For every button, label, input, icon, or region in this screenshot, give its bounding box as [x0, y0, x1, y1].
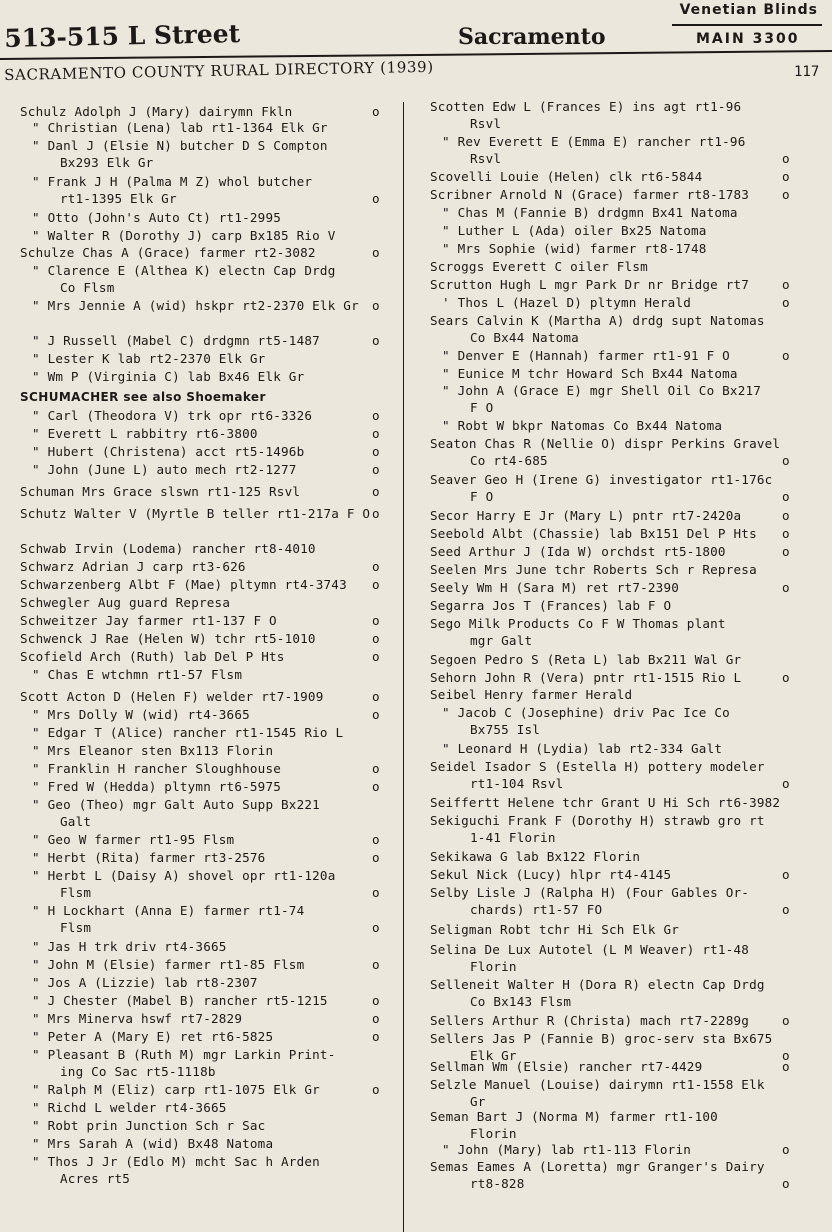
right_column-entry	[430, 597, 830, 615]
left_column-entry	[20, 1046, 402, 1082]
left_column-entry	[20, 368, 402, 386]
right_column-entry	[430, 98, 830, 134]
left_column-entry	[20, 742, 402, 760]
entry-marker: o	[782, 169, 790, 184]
entry-marker: o	[372, 298, 380, 313]
entry-text: SCHUMACHER see also Shoemaker	[20, 390, 266, 404]
left_column-entry	[20, 119, 402, 137]
right_column-entry	[430, 365, 830, 383]
right_column-entry	[430, 1012, 830, 1030]
left_column-entry	[20, 244, 402, 262]
entry-text: " Mrs Sarah A (wid) Bx48 Natoma	[32, 1136, 274, 1151]
entry-text: Schwarzenberg Albt F (Mae) pltymn rt4-3743	[20, 577, 347, 592]
entry-text: " Fred W (Hedda) pltymn rt6-5975	[32, 779, 282, 794]
left_column-entry	[20, 778, 402, 796]
entry-text: Segarra Jos T (Frances) lab F O	[430, 598, 672, 613]
entry-text: " Geo (Theo) mgr Galt Auto Supp Bx221	[32, 797, 320, 812]
left_column-entry	[20, 389, 402, 407]
right_column-entry	[430, 312, 830, 348]
entry-text: " Geo W farmer rt1-95 Flsm	[32, 832, 235, 847]
left_column-entry	[20, 1099, 402, 1117]
right_column-entry	[430, 740, 830, 758]
left_column-entry	[20, 992, 402, 1010]
left_column-entry	[20, 1028, 402, 1046]
entry-marker: o	[372, 885, 380, 900]
entry-continuation: Bx293 Elk Gr	[60, 155, 154, 170]
left_column-entry	[20, 558, 402, 576]
entry-marker: o	[782, 544, 790, 559]
entry-marker: o	[372, 613, 380, 628]
left-column	[20, 0, 402, 1232]
entry-marker: o	[372, 779, 380, 794]
entry-text: Scribner Arnold N (Grace) farmer rt8-1783	[430, 187, 750, 202]
entry-marker: o	[782, 508, 790, 523]
left_column-entry	[20, 796, 402, 832]
right_column-entry	[430, 794, 830, 812]
entry-text: " Pleasant B (Ruth M) mgr Larkin Print-	[32, 1047, 336, 1062]
entry-text: " J Russell (Mabel C) drdgmn rt5-1487	[32, 333, 320, 348]
right_column-entry	[430, 525, 830, 543]
left_column-entry	[20, 938, 402, 956]
entry-marker: o	[372, 444, 380, 459]
entry-text: " Everett L rabbitry rt6-3800	[32, 426, 258, 441]
entry-marker: o	[372, 957, 380, 972]
entry-text: Sellers Jas P (Fannie B) groc-serv sta Bx675	[430, 1031, 773, 1046]
right_column-entry	[430, 651, 830, 669]
entry-continuation: Co Flsm	[60, 280, 115, 295]
entry-text: " J Chester (Mabel B) rancher rt5-1215	[32, 993, 328, 1008]
entry-text: " Hubert (Christena) acct rt5-1496b	[32, 444, 305, 459]
directory-title: SACRAMENTO COUNTY RURAL DIRECTORY (1939)	[4, 57, 434, 84]
entry-text: " Otto (John's Auto Ct) rt1-2995	[32, 210, 282, 225]
entry-marker: o	[372, 104, 380, 119]
entry-marker: o	[372, 577, 380, 592]
entry-continuation: ing Co Sac rt5-1118b	[60, 1064, 216, 1079]
entry-text: Scrutton Hugh L mgr Park Dr nr Bridge rt7	[430, 277, 750, 292]
right_column-entry	[430, 507, 830, 525]
entry-continuation: Florin	[470, 959, 517, 974]
entry-text: Selina De Lux Autotel (L M Weaver) rt1-48	[430, 942, 750, 957]
entry-marker: o	[782, 580, 790, 595]
entry-text: Schulze Chas A (Grace) farmer rt2-3082	[20, 245, 316, 260]
right_column-entry	[430, 704, 830, 740]
entry-marker: o	[372, 832, 380, 847]
entry-text: " John M (Elsie) farmer rt1-85 Flsm	[32, 957, 305, 972]
entry-text: " Wm P (Virginia C) lab Bx46 Elk Gr	[32, 369, 305, 384]
right_column-entry	[430, 471, 830, 507]
left_column-entry	[20, 461, 402, 479]
entry-text: Sellers Arthur R (Christa) mach rt7-2289g	[430, 1013, 750, 1028]
entry-text: Seligman Robt tchr Hi Sch Elk Gr	[430, 922, 680, 937]
entry-marker: o	[372, 484, 380, 499]
entry-text: Scott Acton D (Helen F) welder rt7-1909	[20, 689, 324, 704]
entry-text: ' Thos L (Hazel D) pltymn Herald	[442, 295, 692, 310]
entry-text: " Richd L welder rt4-3665	[32, 1100, 227, 1115]
right_column-entry	[430, 1058, 830, 1076]
right_column-entry	[430, 222, 830, 240]
entry-text: Scofield Arch (Ruth) lab Del P Hts	[20, 649, 285, 664]
left_column-entry	[20, 227, 402, 245]
entry-marker: o	[782, 295, 790, 310]
left_column-entry	[20, 630, 402, 648]
left_column-entry	[20, 760, 402, 778]
right_column-entry	[430, 686, 830, 704]
entry-text: Schwegler Aug guard Represa	[20, 595, 231, 610]
left_column-entry	[20, 173, 402, 209]
entry-continuation: Co rt4-685	[470, 453, 548, 468]
entry-continuation: F O	[470, 489, 494, 504]
entry-text: Secor Harry E Jr (Mary L) pntr rt7-2420a	[430, 508, 742, 523]
entry-continuation: rt1-104 Rsvl	[470, 776, 564, 791]
entry-marker: o	[782, 1048, 790, 1063]
right_column-entry	[430, 848, 830, 866]
advertisement-text: Venetian Blinds	[679, 2, 818, 18]
right_column-entry	[430, 921, 830, 939]
entry-text: " H Lockhart (Anna E) farmer rt1-74	[32, 903, 305, 918]
right_column-entry	[430, 1108, 830, 1144]
left_column-entry	[20, 1135, 402, 1153]
entry-marker: o	[372, 649, 380, 664]
entry-continuation: Florin	[470, 1126, 517, 1141]
entry-marker: o	[782, 489, 790, 504]
left_column-entry	[20, 956, 402, 974]
left_column-entry	[20, 262, 402, 298]
entry-continuation: chards) rt1-57 FO	[470, 902, 603, 917]
entry-text: " John A (Grace E) mgr Shell Oil Co Bx217	[442, 383, 762, 398]
entry-marker: o	[372, 707, 380, 722]
right_column-entry	[430, 382, 830, 418]
left_column-entry	[20, 666, 402, 684]
entry-marker: o	[372, 426, 380, 441]
entry-marker: o	[782, 867, 790, 882]
entry-continuation: Elk Gr	[470, 1048, 517, 1063]
entry-text: Seed Arthur J (Ida W) orchdst rt5-1800	[430, 544, 726, 559]
right_column-entry	[430, 417, 830, 435]
entry-text: " Ralph M (Eliz) carp rt1-1075 Elk Gr	[32, 1082, 320, 1097]
right_column-entry	[430, 258, 830, 276]
entry-marker: o	[372, 993, 380, 1008]
entry-continuation: Gr	[470, 1094, 486, 1109]
entry-text: Schweitzer Jay farmer rt1-137 F O	[20, 613, 277, 628]
header-city: Sacramento	[458, 24, 606, 50]
entry-text: " Lester K lab rt2-2370 Elk Gr	[32, 351, 266, 366]
left_column-entry	[20, 706, 402, 724]
entry-marker: o	[372, 506, 380, 521]
entry-text: Sehorn John R (Vera) pntr rt1-1515 Rio L	[430, 670, 742, 685]
entry-text: Sekikawa G lab Bx122 Florin	[430, 849, 641, 864]
entry-marker: o	[782, 187, 790, 202]
entry-continuation: mgr Galt	[470, 633, 533, 648]
left_column-entry	[20, 612, 402, 630]
right_column-entry	[430, 1076, 830, 1112]
entry-text: " Thos J Jr (Edlo M) mcht Sac h Arden	[32, 1154, 320, 1169]
entry-text: Seidel Isador S (Estella H) pottery modeler	[430, 759, 765, 774]
entry-marker: o	[782, 526, 790, 541]
right_column-entry	[430, 133, 830, 169]
entry-text: " Mrs Sophie (wid) farmer rt8-1748	[442, 241, 707, 256]
entry-text: " Mrs Eleanor sten Bx113 Florin	[32, 743, 274, 758]
entry-text: " Mrs Minerva hswf rt7-2829	[32, 1011, 243, 1026]
left_column-entry	[20, 483, 402, 501]
left_column-entry	[20, 505, 402, 523]
entry-marker: o	[372, 333, 380, 348]
column-divider	[403, 102, 404, 1232]
right_column-entry	[430, 347, 830, 365]
entry-text: Sego Milk Products Co F W Thomas plant	[430, 616, 726, 631]
entry-text: Seely Wm H (Sara M) ret rt7-2390	[430, 580, 680, 595]
left_column-entry	[20, 849, 402, 867]
header-address: 513-515 L Street	[4, 19, 241, 53]
left_column-entry	[20, 407, 402, 425]
left_column-entry	[20, 576, 402, 594]
entry-text: Schwenck J Rae (Helen W) tchr rt5-1010	[20, 631, 316, 646]
entry-text: Scovelli Louie (Helen) clk rt6-5844	[430, 169, 703, 184]
entry-text: Schulz Adolph J (Mary) dairymn Fkln	[20, 104, 293, 119]
entry-marker: o	[372, 559, 380, 574]
entry-text: " Chas E wtchmn rt1-57 Flsm	[32, 667, 243, 682]
entry-text: " Herbt L (Daisy A) shovel opr rt1-120a	[32, 868, 336, 883]
entry-text: " Jacob C (Josephine) driv Pac Ice Co	[442, 705, 730, 720]
entry-marker: o	[372, 191, 380, 206]
entry-marker: o	[372, 689, 380, 704]
entry-marker: o	[782, 348, 790, 363]
entry-continuation: Co Bx44 Natoma	[470, 330, 579, 345]
entry-continuation: Bx755 Isl	[470, 722, 541, 737]
left_column-entry	[20, 1117, 402, 1135]
entry-text: Selzle Manuel (Louise) dairymn rt1-1558 Elk	[430, 1077, 765, 1092]
entry-text: Selleneit Walter H (Dora R) electn Cap Drdg	[430, 977, 765, 992]
left_column-entry	[20, 867, 402, 903]
right_column-entry	[430, 758, 830, 794]
entry-continuation: F O	[470, 400, 494, 415]
entry-text: " Jas H trk driv rt4-3665	[32, 939, 227, 954]
entry-text: Schwarz Adrian J carp rt3-626	[20, 559, 246, 574]
entry-marker: o	[372, 761, 380, 776]
entry-marker: o	[372, 1082, 380, 1097]
left_column-entry	[20, 425, 402, 443]
entry-marker: o	[782, 1059, 790, 1074]
entry-marker: o	[372, 1011, 380, 1026]
entry-text: " Rev Everett E (Emma E) rancher rt1-96	[442, 134, 746, 149]
entry-marker: o	[372, 1029, 380, 1044]
right_column-entry	[430, 976, 830, 1012]
entry-continuation: Flsm	[60, 885, 92, 900]
entry-text: " Herbt (Rita) farmer rt3-2576	[32, 850, 266, 865]
entry-text: " Robt prin Junction Sch r Sac	[32, 1118, 266, 1133]
left_column-entry	[20, 902, 402, 938]
entry-text: " Chas M (Fannie B) drdgmn Bx41 Natoma	[442, 205, 738, 220]
entry-marker: o	[782, 1176, 790, 1191]
right-column	[430, 0, 830, 1232]
entry-text: " Jos A (Lizzie) lab rt8-2307	[32, 975, 258, 990]
entry-marker: o	[782, 902, 790, 917]
left_column-entry	[20, 540, 402, 558]
entry-marker: o	[782, 1142, 790, 1157]
right_column-entry	[430, 615, 830, 651]
entry-text: " Edgar T (Alice) rancher rt1-1545 Rio L	[32, 725, 344, 740]
entry-text: " Mrs Jennie A (wid) hskpr rt2-2370 Elk Gr	[32, 298, 359, 313]
entry-text: " Luther L (Ada) oiler Bx25 Natoma	[442, 223, 707, 238]
right_column-entry	[430, 1141, 830, 1159]
entry-text: " Eunice M tchr Howard Sch Bx44 Natoma	[442, 366, 738, 381]
entry-text: " Frank J H (Palma M Z) whol butcher	[32, 174, 313, 189]
entry-marker: o	[372, 408, 380, 423]
entry-marker: o	[782, 151, 790, 166]
entry-marker: o	[372, 631, 380, 646]
entry-marker: o	[782, 453, 790, 468]
entry-continuation: Co Bx143 Flsm	[470, 994, 572, 1009]
entry-text: Seebold Albt (Chassie) lab Bx151 Del P Hts	[430, 526, 757, 541]
left_column-entry	[20, 688, 402, 706]
entry-marker: o	[372, 462, 380, 477]
entry-text: Seaver Geo H (Irene G) investigator rt1-176c	[430, 472, 773, 487]
entry-text: Seibel Henry farmer Herald	[430, 687, 633, 702]
left_column-entry	[20, 1153, 402, 1189]
left_column-entry	[20, 209, 402, 227]
entry-text: Semas Eames A (Loretta) mgr Granger's Dairy	[430, 1159, 765, 1174]
entry-text: Schwab Irvin (Lodema) rancher rt8-4010	[20, 541, 316, 556]
entry-marker: o	[372, 245, 380, 260]
entry-text: " Walter R (Dorothy J) carp Bx185 Rio V	[32, 228, 336, 243]
entry-text: " Robt W bkpr Natomas Co Bx44 Natoma	[442, 418, 723, 433]
entry-text: Schuman Mrs Grace slswn rt1-125 Rsvl	[20, 484, 301, 499]
entry-marker: o	[782, 277, 790, 292]
entry-text: " Peter A (Mary E) ret rt6-5825	[32, 1029, 274, 1044]
entry-continuation: Galt	[60, 814, 92, 829]
left_column-entry	[20, 297, 402, 315]
right_column-entry	[430, 866, 830, 884]
entry-text: " Franklin H rancher Sloughhouse	[32, 761, 282, 776]
entry-text: Seelen Mrs June tchr Roberts Sch r Represa	[430, 562, 757, 577]
entry-text: " John (June L) auto mech rt2-1277	[32, 462, 297, 477]
right_column-entry	[430, 669, 830, 687]
right_column-entry	[430, 579, 830, 597]
entry-continuation: Rsvl	[470, 116, 502, 131]
entry-text: " Denver E (Hannah) farmer rt1-91 F O	[442, 348, 730, 363]
entry-text: " Christian (Lena) lab rt1-1364 Elk Gr	[32, 120, 328, 135]
entry-marker: o	[372, 920, 380, 935]
entry-text: Sekul Nick (Lucy) hlpr rt4-4145	[430, 867, 672, 882]
right_column-entry	[430, 1158, 830, 1194]
entry-marker: o	[782, 776, 790, 791]
left_column-entry	[20, 350, 402, 368]
entry-continuation: rt8-828	[470, 1176, 525, 1191]
entry-text: Seman Bart J (Norma M) farmer rt1-100	[430, 1109, 718, 1124]
left_column-entry	[20, 1081, 402, 1099]
right_column-entry	[430, 812, 830, 848]
entry-text: " Danl J (Elsie N) butcher D S Compton	[32, 138, 328, 153]
left_column-entry	[20, 974, 402, 992]
entry-text: Seaton Chas R (Nellie O) dispr Perkins Gravel	[430, 436, 781, 451]
entry-continuation: Acres rt5	[60, 1171, 131, 1186]
entry-text: " Leonard H (Lydia) lab rt2-334 Galt	[442, 741, 723, 756]
entry-text: Scotten Edw L (Frances E) ins agt rt1-96	[430, 99, 742, 114]
entry-text: " Clarence E (Althea K) electn Cap Drdg	[32, 263, 336, 278]
right_column-entry	[430, 543, 830, 561]
entry-continuation: rt1-1395 Elk Gr	[60, 191, 177, 206]
left_column-entry	[20, 831, 402, 849]
entry-text: Schutz Walter V (Myrtle B teller rt1-217a F O	[20, 506, 371, 521]
entry-marker: o	[782, 1013, 790, 1028]
right_column-entry	[430, 168, 830, 186]
entry-text: Seiffertt Helene tchr Grant U Hi Sch rt6-3982	[430, 795, 781, 810]
left_column-entry	[20, 332, 402, 350]
right_column-entry	[430, 884, 830, 920]
left_column-entry	[20, 1010, 402, 1028]
entry-text: Selby Lisle J (Ralpha H) (Four Gables Or-	[430, 885, 750, 900]
right_column-entry	[430, 941, 830, 977]
right_column-entry	[430, 240, 830, 258]
entry-text: Segoen Pedro S (Reta L) lab Bx211 Wal Gr	[430, 652, 742, 667]
right_column-entry	[430, 204, 830, 222]
right_column-entry	[430, 294, 830, 312]
left_column-entry	[20, 724, 402, 742]
left_column-entry	[20, 594, 402, 612]
entry-text: Sellman Wm (Elsie) rancher rt7-4429	[430, 1059, 703, 1074]
entry-text: " Carl (Theodora V) trk opr rt6-3326	[32, 408, 313, 423]
advertisement-phone: MAIN 3300	[696, 31, 800, 47]
entry-text: Scroggs Everett C oiler Flsm	[430, 259, 648, 274]
entry-continuation: Flsm	[60, 920, 92, 935]
entry-continuation: 1-41 Florin	[470, 830, 556, 845]
left_column-entry	[20, 443, 402, 461]
left_column-entry	[20, 137, 402, 173]
entry-marker: o	[782, 670, 790, 685]
entry-text: " John (Mary) lab rt1-113 Florin	[442, 1142, 692, 1157]
entry-continuation: Rsvl	[470, 151, 502, 166]
right_column-entry	[430, 561, 830, 579]
entry-text: " Mrs Dolly W (wid) rt4-3665	[32, 707, 250, 722]
entry-text: Sears Calvin K (Martha A) drdg supt Natomas	[430, 313, 765, 328]
right_column-entry	[430, 435, 830, 471]
entry-text: Sekiguchi Frank F (Dorothy H) strawb gro rt	[430, 813, 765, 828]
right_column-entry	[430, 276, 830, 294]
page-number: 117	[794, 64, 820, 80]
right_column-entry	[430, 186, 830, 204]
entry-marker: o	[372, 850, 380, 865]
left_column-entry	[20, 648, 402, 666]
